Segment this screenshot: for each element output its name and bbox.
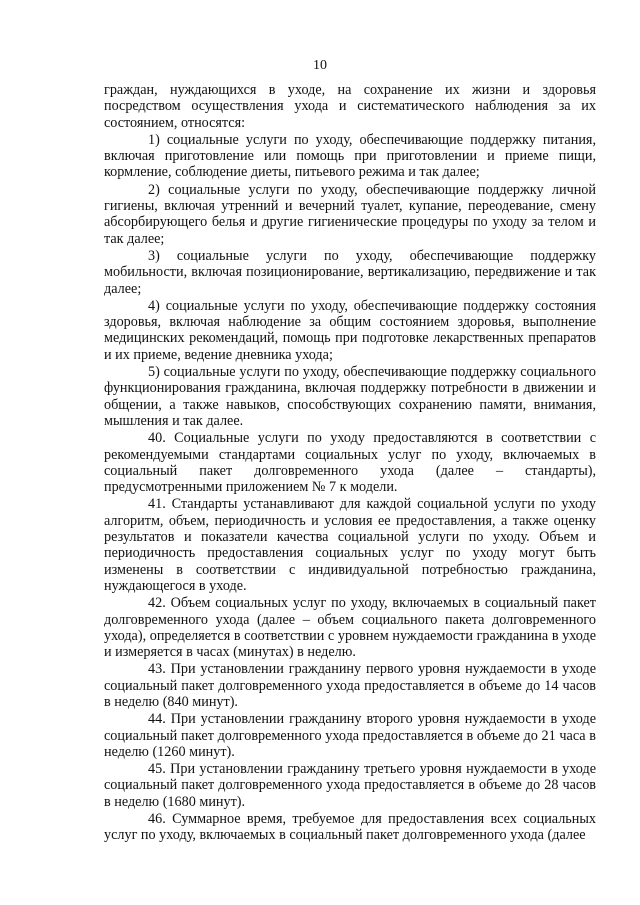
list-item-4: 4) социальные услуги по уходу, обеспечивающие поддержку состояния здоровья, включая наблюдение за общим состоянием здоровья, выполнение медицинских рекомендаций, помощь при подготовке лекарственных препаратов и их приеме, ведение дневника ухода; <box>104 297 596 363</box>
clause-43: 43. При установлении гражданину первого уровня нуждаемости в уходе социальный пакет долговременного ухода предоставляется в объеме до 14 часов в неделю (840 минут). <box>104 661 596 710</box>
list-item-1: 1) социальные услуги по уходу, обеспечивающие поддержку питания, включая приготовление или помощь при приготовлении и приеме пищи, кормление, соблюдение диеты, питьевого режима и так далее; <box>104 131 596 181</box>
clause-44: 44. При установлении гражданину второго уровня нуждаемости в уходе социальный пакет долговременного ухода предоставляется в объеме до 21 часа в неделю (1260 минут). <box>104 711 596 760</box>
list-item-3: 3) социальные услуги по уходу, обеспечивающие поддержку мобильности, включая позиционирование, вертикализацию, передвижение и так далее; <box>104 247 596 297</box>
clause-41: 41. Стандарты устанавливают для каждой социальной услуги по уходу алгоритм, объем, периодичность и условия ее предоставления, а также оценку результатов и показатели качества социальной услуги по уходу. Объем и периодичность предоставления социальных услуг по уходу могут быть изменены в соответствии с индивидуальной потребностью гражданина, нуждающегося в уходе. <box>104 496 596 594</box>
clause-42: 42. Объем социальных услуг по уходу, включаемых в социальный пакет долговременного ухода (далее – объем социального пакета долговременного ухода), определяется в соответствии с уровнем нуждаемости гражданина в уходе и измеряется в часах (минутах) в неделю. <box>104 595 596 661</box>
document-body <box>104 82 596 844</box>
list-item-2: 2) социальные услуги по уходу, обеспечивающие поддержку личной гигиены, включая утренний и вечерний туалет, купание, переодевание, смену абсорбирующего белья и другие гигиенические процедуры по уходу за телом и так далее; <box>104 181 596 247</box>
clause-40: 40. Социальные услуги по уходу предоставляются в соответствии с рекомендуемыми стандартами социальных услуг по уходу, включаемых в социальный пакет долговременного ухода (далее – стандарты), предусмотренными приложением № 7 к модели. <box>104 430 596 496</box>
clause-45: 45. При установлении гражданину третьего уровня нуждаемости в уходе социальный пакет долговременного ухода предоставляется в объеме до 28 часов в неделю (1680 минут). <box>104 761 596 810</box>
clause-46: 46. Суммарное время, требуемое для предоставления всех социальных услуг по уходу, включаемых в социальный пакет долговременного ухода (далее <box>104 811 596 844</box>
list-item-5: 5) социальные услуги по уходу, обеспечивающие поддержку социального функционирования гражданина, включая поддержку потребности в движении и общении, а также навыков, способствующих сохранению памяти, внимания, мышления и так далее. <box>104 364 596 429</box>
page-number: 10 <box>313 58 327 73</box>
paragraph-intro: граждан, нуждающихся в уходе, на сохранение их жизни и здоровья посредством осуществления ухода и систематического наблюдения за их состоянием, относятся: <box>104 82 596 131</box>
